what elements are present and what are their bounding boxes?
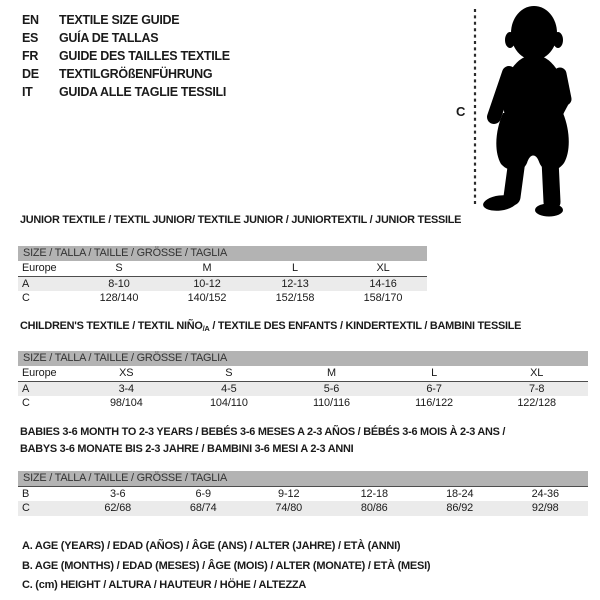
- table-cell: L: [431, 367, 438, 379]
- language-title: GUIDE DES TAILLES TEXTILE: [59, 49, 230, 63]
- table-cell: 3-6: [110, 488, 126, 500]
- table-cell: 158/170: [363, 292, 403, 304]
- table-rows: [18, 366, 588, 411]
- row-label: Europe: [22, 367, 57, 379]
- table-cell: 80/86: [360, 502, 388, 514]
- language-title: GUÍA DE TALLAS: [59, 31, 159, 45]
- table-cell: 4-5: [221, 383, 237, 395]
- note-age-years: A. AGE (YEARS) / EDAD (AÑOS) / ÂGE (ANS) / ALTER (JAHRE) / ETÀ (ANNI): [22, 540, 401, 552]
- childrens-textile-table: [18, 319, 588, 411]
- table-cell: M: [202, 262, 212, 274]
- language-title-block: [22, 11, 230, 101]
- language-row: [22, 83, 230, 101]
- language-row: [22, 29, 230, 47]
- language-title: TEXTILE SIZE GUIDE: [59, 13, 180, 27]
- table-row: [18, 291, 427, 306]
- height-measure-label: C: [456, 104, 466, 119]
- table-row: [18, 486, 588, 501]
- row-label: C: [22, 292, 30, 304]
- table-cell: S: [225, 367, 233, 379]
- row-label: Europe: [22, 262, 57, 274]
- table-row: [18, 396, 588, 411]
- language-title: TEXTILGRÖßENFÜHRUNG: [59, 67, 213, 81]
- table-cell: XL: [530, 367, 544, 379]
- row-label: A: [22, 383, 30, 395]
- table-cell: 6-9: [195, 488, 211, 500]
- legend-notes: [22, 537, 430, 596]
- row-label: B: [22, 488, 30, 500]
- babies-textile-table: [18, 425, 588, 516]
- table-cell: 6-7: [426, 383, 442, 395]
- table-cell: XL: [376, 262, 390, 274]
- language-row: [22, 11, 230, 29]
- height-figure: [452, 0, 600, 222]
- table-cell: 3-4: [118, 383, 135, 395]
- table-cell: 68/74: [189, 502, 217, 514]
- table-cell: 10-12: [193, 278, 221, 290]
- table-cell: 74/80: [275, 502, 303, 514]
- language-code: FR: [22, 49, 39, 63]
- table-row: [18, 261, 427, 276]
- table-title-text: CHILDREN'S TEXTILE / TEXTIL NIÑO: [20, 320, 203, 332]
- language-code: IT: [22, 85, 33, 99]
- table-cell: 104/110: [209, 397, 248, 409]
- table-cell: 86/92: [446, 502, 474, 514]
- size-header-bar: SIZE / TALLA / TAILLE / GRÖSSE / TAGLIA: [18, 246, 427, 261]
- table-cell: 62/68: [104, 502, 132, 514]
- table-title-text: JUNIOR TEXTILE / TEXTIL JUNIOR/ TEXTILE JUNIOR / JUNIORTEXTIL / JUNIOR TESSILE: [20, 214, 462, 226]
- table-title-line2: BABYS 3-6 MONATE BIS 2-3 JAHRE / BAMBINI 3-6 MESI A 2-3 ANNI: [20, 443, 354, 455]
- language-row: [22, 47, 230, 65]
- table-cell: 14-16: [369, 278, 397, 290]
- table-cell: XS: [119, 367, 134, 379]
- size-header-bar: SIZE / TALLA / TAILLE / GRÖSSE / TAGLIA: [18, 351, 588, 366]
- language-code: ES: [22, 31, 39, 45]
- row-label: C: [22, 397, 30, 409]
- table-cell: L: [292, 262, 298, 274]
- language-row: [22, 65, 230, 83]
- row-label: A: [22, 278, 30, 290]
- table-cell: 12-18: [360, 488, 388, 500]
- table-cell: 128/140: [99, 292, 139, 304]
- table-cell: S: [115, 262, 123, 274]
- table-cell: 92/98: [531, 502, 559, 514]
- table-row: [18, 501, 588, 516]
- table-title-text: / TEXTILE DES ENFANTS / KINDERTEXTIL / BAMBINI TESSILE: [209, 320, 522, 332]
- toddler-silhouette-icon: [470, 0, 600, 222]
- table-cell: 116/122: [415, 397, 453, 409]
- table-row: [18, 366, 588, 381]
- table-cell: 98/104: [109, 397, 143, 409]
- table-title: [20, 425, 588, 456]
- table-cell: 24-36: [531, 488, 559, 500]
- table-row: [18, 276, 427, 291]
- table-title-text: BABIES 3-6 MONTH TO 2-3 YEARS / BEBÉS 3-6 MESES A 2-3 AÑOS / BÉBÉS 3-6 MOIS À 2-3 ANS /: [20, 426, 506, 438]
- row-label: C: [22, 502, 30, 514]
- table-title: [20, 213, 462, 230]
- table-cell: 12-13: [281, 278, 309, 290]
- table-cell: 18-24: [446, 488, 474, 500]
- language-code: EN: [22, 13, 39, 27]
- table-cell: 110/116: [312, 397, 351, 409]
- table-cell: M: [326, 367, 336, 379]
- table-title: [20, 319, 588, 336]
- table-rows: [18, 261, 427, 306]
- table-cell: 122/128: [517, 397, 556, 409]
- table-cell: 152/158: [275, 292, 315, 304]
- size-header-bar: SIZE / TALLA / TAILLE / GRÖSSE / TAGLIA: [18, 471, 588, 486]
- table-rows: [18, 486, 588, 516]
- table-row: [18, 381, 588, 396]
- table-cell: 5-6: [323, 383, 340, 395]
- note-age-months: B. AGE (MONTHS) / EDAD (MESES) / ÂGE (MOIS) / ALTER (MONATE) / ETÀ (MESI): [22, 559, 431, 572]
- note-height-cm: C. (cm) HEIGHT / ALTURA / HAUTEUR / HÖHE / ALTEZZA: [22, 579, 307, 591]
- table-cell: 8-10: [108, 278, 130, 290]
- table-cell: 7-8: [528, 383, 545, 395]
- junior-textile-table: [18, 213, 462, 306]
- table-cell: 140/152: [187, 292, 227, 304]
- table-cell: 9-12: [278, 488, 300, 500]
- table-title-subscript: /A: [202, 324, 210, 333]
- language-code: DE: [22, 67, 39, 81]
- language-title: GUIDA ALLE TAGLIE TESSILI: [59, 85, 227, 99]
